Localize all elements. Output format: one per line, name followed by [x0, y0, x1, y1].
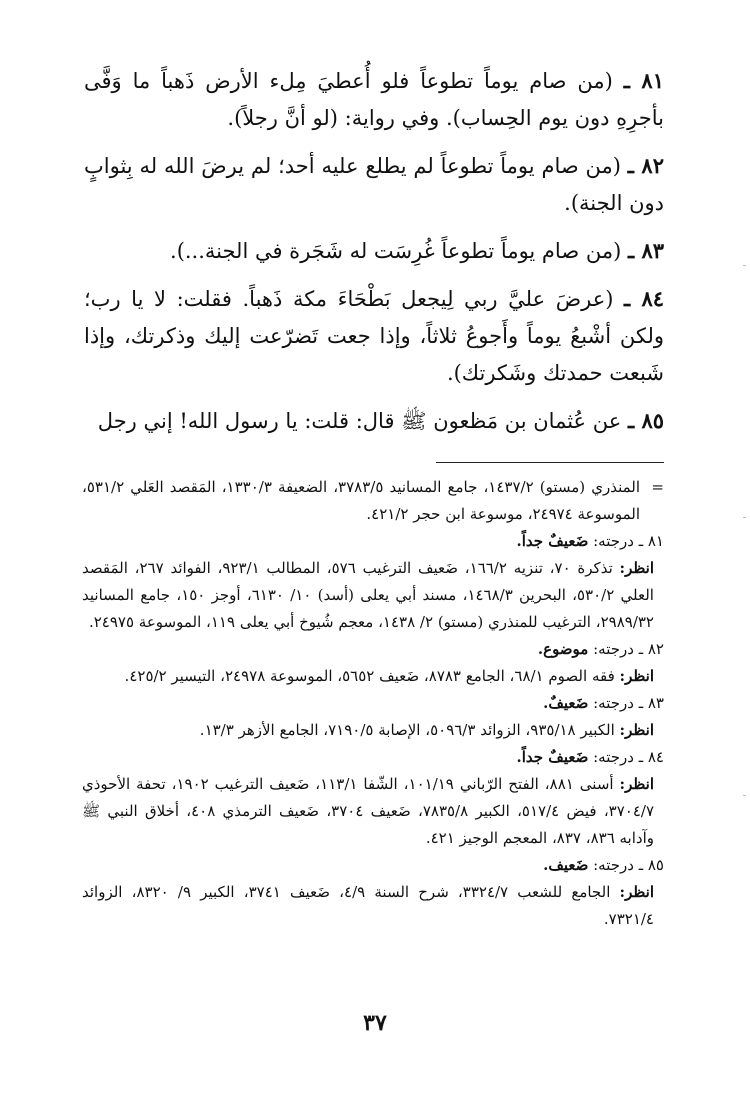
source-list: الكبير ٩٣٥/١٨، الزوائد ٥٠٩٦/٣، الإصابة ٧١٩٠/٥، الجامع الأزهر ١٣/٣. — [199, 721, 615, 739]
footnote-sources-84 — [82, 771, 664, 852]
hadith-83 — [84, 232, 664, 270]
footnote-sources-81 — [82, 555, 664, 636]
footnote-grade-84 — [82, 744, 664, 771]
hadith-82 — [84, 147, 664, 222]
source-list: فقه الصوم ٦٨/١، الجامع ٨٧٨٣، ضَعيف ٥٦٥٢، الموسوعة ٢٤٩٧٨، التيسير ٤٢٥/٢. — [124, 667, 615, 685]
scan-edge-mark — [743, 517, 746, 518]
hadith-84 — [84, 280, 664, 392]
source-label: انظر: — [619, 721, 654, 739]
footnote-sources-82 — [82, 663, 664, 690]
source-label: انظر: — [619, 775, 655, 793]
grade-value: ضَعيفٌ جداً. — [516, 748, 589, 766]
main-text — [84, 62, 664, 450]
footnote-separator — [436, 462, 664, 463]
grade-value: موضوع. — [537, 640, 589, 658]
footnote-grade-85 — [82, 852, 664, 879]
hadith-text: عن عُثمان بن مَظعون ﷺ قال: قلت: يا رسول الله! إني رجل — [97, 409, 622, 433]
footnote-text: المنذري (مستو) ١٤٣٧/٢، جامع المسانيد ٣٧٨٣/٥، الضعيفة ١٣٣٠/٣، المَقصد العَلي ٥٣١/٢، الموسوعة ٢٤٩٧٤، موسوعة ابن حجر ٤٢١/٢. — [82, 478, 641, 523]
source-list: أسنى ٨٨١، الفتح الرّباني ١٠١/١٩، الشّفا ١١٣/١، ضَعيف الترغيب ١٩٠٢، تحفة الأحوذي ٣٧٠٤/٧، فيض ٥١٧/٤، الكبير ٧٨٣٥/٨، ضَعيف ٣٧٠٤، ضَعيف الترمذي ٤٠٨، أخلاق النبي ﷺ وآدابه ٨٣٦، ٨٣٧، المعجم الوجيز ٤٢١. — [82, 775, 655, 847]
grade-value: ضَعيفٌ جداً. — [516, 532, 589, 550]
hadith-text: (عرضَ عليَّ ربي لِيجعل بَطْحَاءَ مكة ذَهباً. فقلت: لا يا رب؛ ولكن أشْبعُ يوماً وأَجوعُ ثلاثاً، وإذا جعت تَضرّعت إليك وذكرتك، وإذا شَبعت حمدتك وشَكرتك). — [84, 287, 664, 385]
source-label: انظر: — [619, 883, 654, 901]
source-list: تذكرة ٧٠، تنزيه ١٦٦/٢، ضَعيف الترغيب ٥٧٦، المطالب ٩٢٣/١، الفوائد ٢٦٧، المَقصد العلي ٥٣٠/٢، البحرين ١٤٦٨/٣، مسند أبي يعلى (أسد) ١٠/ ٦١٣٠، أوجز ١٥٠، جامع المسانيد ٢٩٨٩/٣٢، الترغيب للمنذري (مستو) ٢/ ١٤٣٨، معجم شُيوخ أبي يعلى ١١٩، الموسوعة ٢٤٩٧٥. — [82, 559, 654, 631]
hadith-text: (من صام يوماً تطوعاً لم يطلع عليه أحد؛ لم يرضَ الله له بِثوابٍ دون الجنة). — [84, 154, 664, 215]
hadith-number: ٨٢ ـ — [627, 153, 664, 178]
grade-value: ضَعيف. — [543, 856, 589, 874]
footnote-sources-83 — [82, 717, 664, 744]
footnote-grade-81 — [82, 528, 664, 555]
footnote-continuation — [82, 474, 664, 528]
source-label: انظر: — [619, 559, 654, 577]
footnote-grade-82 — [82, 636, 664, 663]
grade-label: ٨٤ ـ درجته: — [593, 748, 664, 766]
source-list: الجامع للشعب ٣٣٢٤/٧، شرح السنة ٤/٩، ضَعيف ٣٧٤١، الكبير ٩/ ٨٣٢٠، الزوائد ٧٣٢١/٤. — [82, 883, 654, 928]
scan-edge-mark — [743, 265, 746, 266]
hadith-number: ٨٣ ـ — [627, 238, 664, 263]
grade-value: ضَعيفٌ. — [543, 694, 589, 712]
hadith-85 — [84, 402, 664, 440]
page-number: ٣٧ — [363, 1010, 387, 1036]
footnotes — [82, 474, 664, 933]
continuation-mark: = — [651, 478, 664, 496]
hadith-text: (من صام يوماً تطوعاً فلو أُعطيَ مِلء الأرض ذَهباً ما وَفَّى بأجرِهِ دون يوم الحِساب). وفي رواية: (لو أنَّ رجلاً). — [84, 69, 664, 130]
grade-label: ٨٣ ـ درجته: — [593, 694, 664, 712]
source-label: انظر: — [619, 667, 654, 685]
scan-edge-mark — [743, 795, 746, 796]
hadith-number: ٨٥ ـ — [627, 408, 664, 433]
hadith-number: ٨١ ـ — [623, 68, 664, 93]
hadith-81 — [84, 62, 664, 137]
hadith-text: (من صام يوماً تطوعاً غُرِسَت له شَجَرة في الجنة...). — [170, 239, 622, 263]
footnote-sources-85 — [82, 879, 664, 933]
grade-label: ٨٥ ـ درجته: — [593, 856, 664, 874]
hadith-number: ٨٤ ـ — [624, 286, 664, 311]
grade-label: ٨٢ ـ درجته: — [593, 640, 664, 658]
footnote-grade-83 — [82, 690, 664, 717]
grade-label: ٨١ ـ درجته: — [593, 532, 664, 550]
